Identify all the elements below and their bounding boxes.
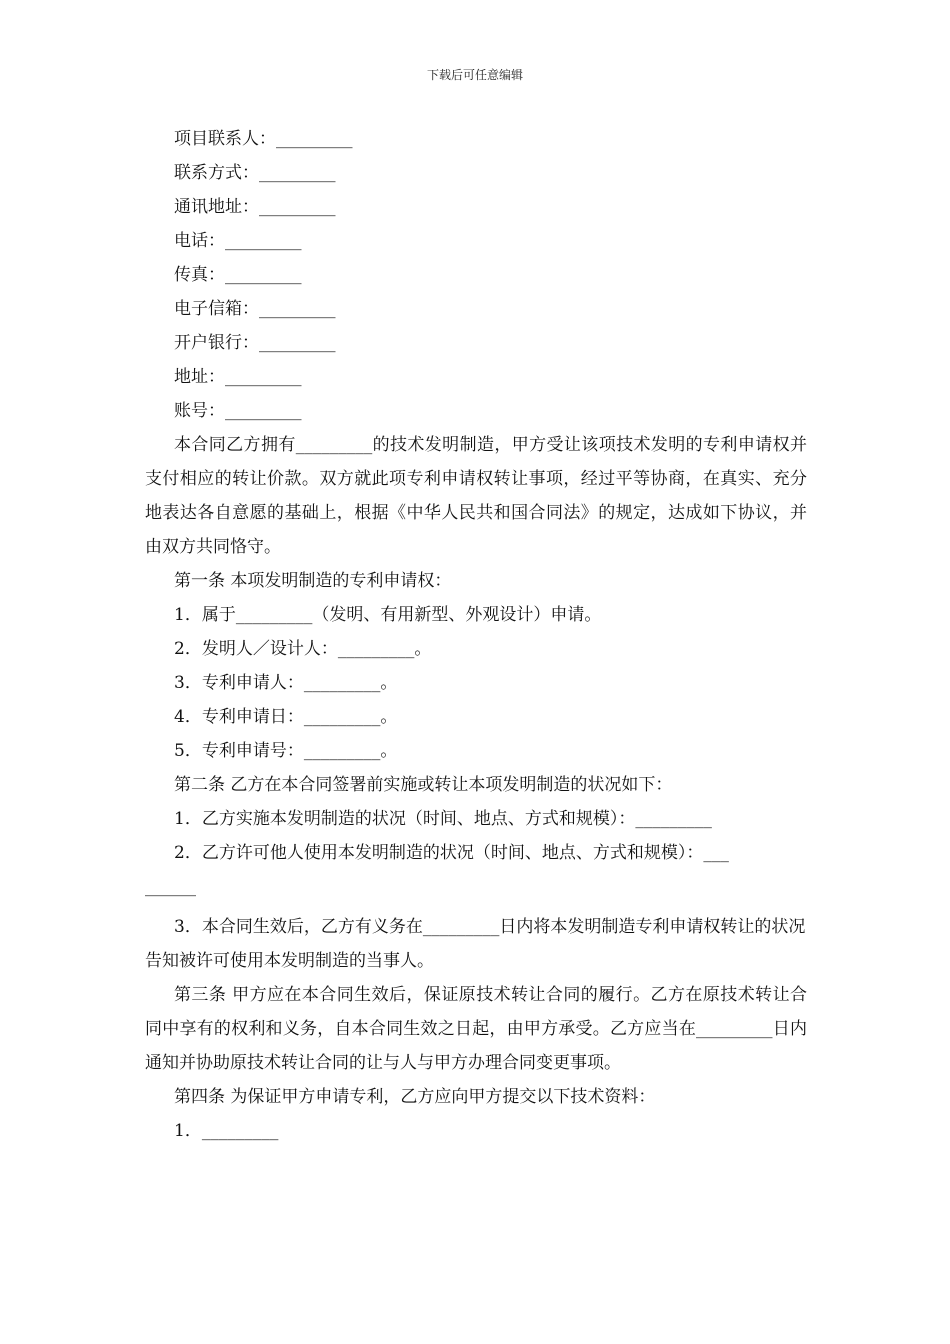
article1-item: 1．属于_________（发明、有用新型、外观设计）申请。	[174, 605, 602, 625]
intro-paragraph: 本合同乙方拥有_________的技术发明制造，甲方受让该项技术发明的专利申请权并支付相应的转让价款。双方就此项专利申请权转让事项，经过平等协商，在真实、充分地表达各自意愿的基础上，根据《中华人民共和国合同法》的规定，达成如下协议，并由双方共同恪守。	[145, 435, 807, 557]
contact-project-contact: 项目联系人：_________	[174, 129, 353, 149]
article2-item1: 1．乙方实施本发明制造的状况（时间、地点、方式和规模）：_________	[174, 809, 712, 829]
document-body	[145, 122, 807, 1148]
article1-item: 2．发明人／设计人：_________。	[174, 639, 432, 659]
page-header-note: 下载后可任意编辑	[426, 68, 523, 82]
contact-phone: 电话：_________	[174, 231, 302, 251]
contact-account: 账号：_________	[174, 401, 302, 421]
contact-bank-address: 地址：_________	[174, 367, 302, 387]
contact-bank: 开户银行：_________	[174, 333, 336, 353]
article2-item2-continuation: ______	[145, 877, 196, 897]
article4-item1: 1．_________	[174, 1121, 279, 1141]
contact-email: 电子信箱：_________	[174, 299, 336, 319]
contact-address: 通讯地址：_________	[174, 197, 336, 217]
article1-title: 第一条 本项发明制造的专利申请权：	[174, 571, 452, 591]
contact-fax: 传真：_________	[174, 265, 302, 285]
article2-item2: 2．乙方许可他人使用本发明制造的状况（时间、地点、方式和规模）：___	[174, 843, 729, 863]
article4-title: 第四条 为保证甲方申请专利，乙方应向甲方提交以下技术资料：	[174, 1087, 656, 1107]
contact-method: 联系方式：_________	[174, 163, 336, 183]
article1-item: 3．专利申请人：_________。	[174, 673, 398, 693]
article1-item: 5．专利申请号：_________。	[174, 741, 398, 761]
article2-item3: 3．本合同生效后，乙方有义务在_________日内将本发明制造专利申请权转让的状况告知被许可使用本发明制造的当事人。	[145, 917, 806, 971]
article2-title: 第二条 乙方在本合同签署前实施或转让本项发明制造的状况如下：	[174, 775, 673, 795]
article1-item: 4．专利申请日：_________。	[174, 707, 398, 727]
article3-paragraph: 第三条 甲方应在本合同生效后，保证原技术转让合同的履行。乙方在原技术转让合同中享有的权利和义务，自本合同生效之日起，由甲方承受。乙方应当在_________日内通知并协助原技术转让合同的让与人与甲方办理合同变更事项。	[145, 985, 807, 1073]
